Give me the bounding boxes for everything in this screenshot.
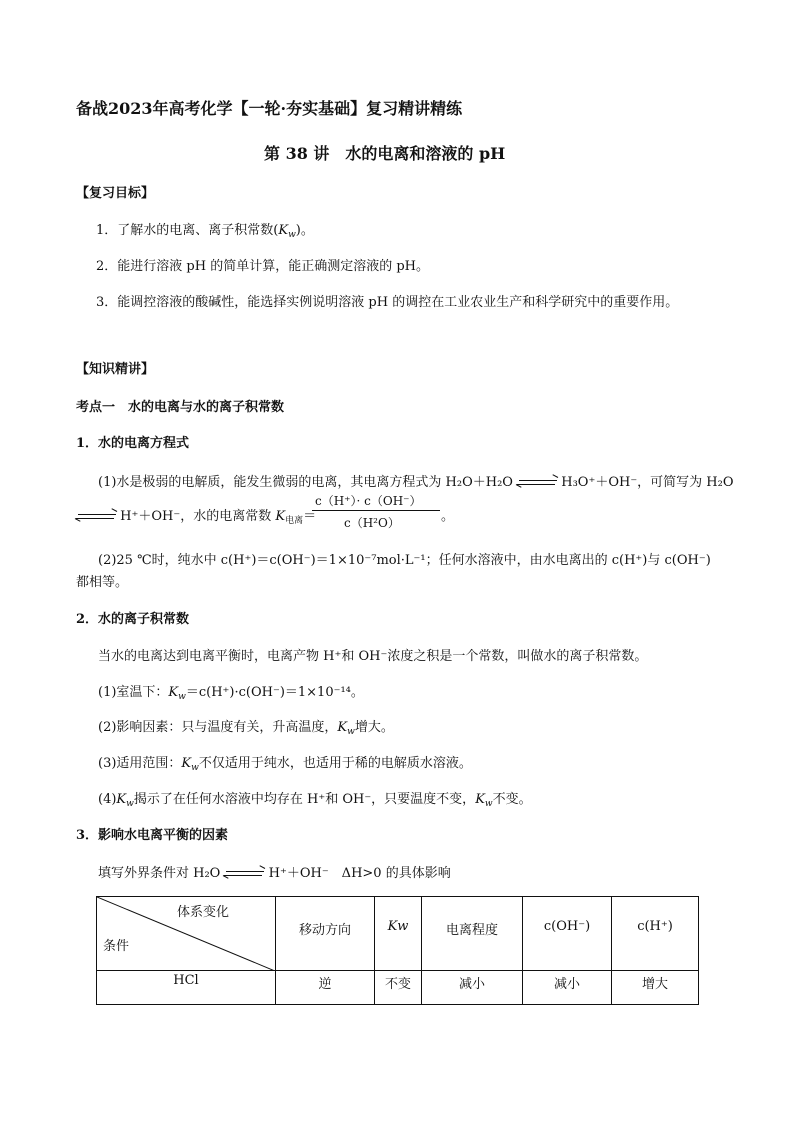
document-title: 备战2023年高考化学【一轮·夯实基础】复习精讲精练 [76, 99, 463, 118]
section-1-para-2-cont: 都相等。 [76, 575, 129, 590]
cell-kw: 不变 [375, 971, 422, 1005]
section-1-para-1-cont: H⁺＋OH⁻，水的电离常数 $K_{电离}=$ [76, 505, 316, 526]
exam-point-title: 考点一 水的电离与水的离子积常数 [76, 400, 285, 415]
fraction-numerator: c（H⁺）· c（OH⁻） [315, 494, 422, 508]
section-1-para-2: (2)25 ℃时，纯水中 c(H⁺)＝c(OH⁻)＝1×10⁻⁷mol·L⁻¹；任何水溶液中，由水电离出的 c(H⁺)与 c(OH⁻) [98, 553, 711, 568]
reversible-arrow-icon [517, 478, 557, 488]
knowledge-heading: 【知识精讲】 [76, 362, 155, 377]
section-2-item-1: (1)室温下：$K_w=c(H^+)\cdot c(OH^-)=1\times 10^{-14}$。 [98, 685, 364, 702]
cell-c-oh: 减小 [523, 971, 612, 1005]
goal-item-3: 3．能调控溶液的酸碱性，能选择实例说明溶液 pH 的调控在工业农业生产和科学研究中的重要作用。 [96, 295, 679, 310]
table-header-row [97, 897, 699, 971]
fraction-bar [312, 510, 440, 511]
header-kw: Kw [375, 897, 422, 971]
goal-item-2: 2．能进行溶液 pH 的简单计算，能正确测定溶液的 pH。 [96, 259, 429, 274]
section-3-intro: 填写外界条件对 H₂O H⁺＋OH⁻ ΔH>0 的具体影响 [98, 866, 451, 881]
section-2-item-3: (3)适用范围：$K_w$不仅适用于纯水，也适用于稀的电解质水溶液。 [98, 756, 472, 773]
section-3-title: 3．影响水电离平衡的因素 [76, 828, 229, 843]
diag-bottom-label: 条件 [103, 939, 130, 954]
diagonal-header-cell [97, 897, 276, 971]
diag-top-label: 体系变化 [177, 905, 230, 920]
fraction-denominator: c（H²O） [344, 516, 400, 530]
cell-c-h: 增大 [612, 971, 699, 1005]
influence-table [96, 896, 699, 1005]
cell-condition: HCl [97, 971, 276, 1005]
section-2-item-4: $(4)K_w$揭示了在任何水溶液中均存在 H⁺和 OH⁻，只要温度不变，$K_w$不变。 [98, 792, 532, 809]
cell-direction: 逆 [276, 971, 375, 1005]
section-2-intro: 当水的电离达到电离平衡时，电离产物 H⁺和 OH⁻浓度之积是一个常数，叫做水的离子积常数。 [98, 649, 648, 664]
table-row [97, 971, 699, 1005]
header-direction: 移动方向 [276, 897, 375, 971]
header-degree: 电离程度 [422, 897, 523, 971]
header-c-h: c(H⁺) [612, 897, 699, 971]
header-c-oh: c(OH⁻) [523, 897, 612, 971]
goal-item-1: 1．了解水的电离、离子积常数$(K_w)$。 [96, 223, 314, 240]
cell-degree: 减小 [422, 971, 523, 1005]
section-2-title: 2．水的离子积常数 [76, 612, 190, 627]
reversible-arrow-icon [76, 512, 116, 522]
section-1-title: 1．水的电离方程式 [76, 436, 190, 451]
goals-heading: 【复习目标】 [76, 186, 155, 201]
reversible-arrow-icon [224, 869, 264, 879]
section-2-item-2: (2)影响因素：只与温度有关，升高温度，$K_w$增大。 [98, 720, 394, 737]
fraction-end: 。 [441, 509, 455, 524]
section-1-para-1: (1)水是极弱的电解质，能发生微弱的电离，其电离方程式为 H₂O＋H₂O H₃O⁺＋OH⁻，可简写为 H₂O [98, 475, 734, 490]
lesson-subtitle: 第 38 讲 水的电离和溶液的 pH [264, 144, 506, 163]
